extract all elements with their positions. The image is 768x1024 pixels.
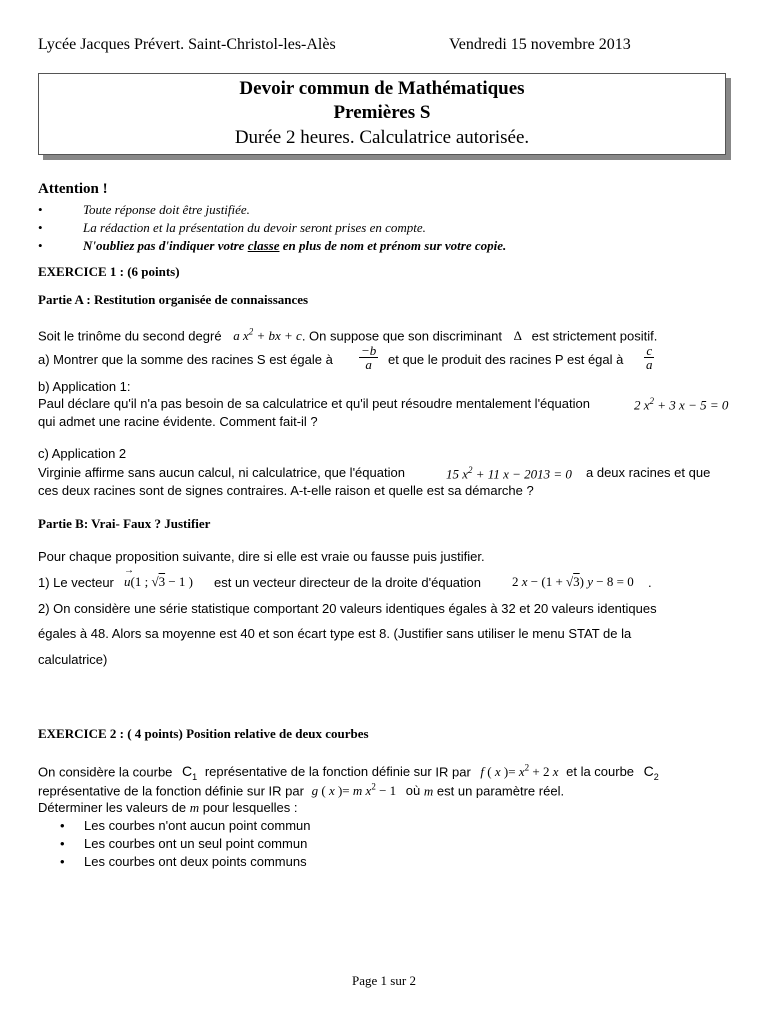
ex2-l2-pre: représentative de la fonction définie sur bbox=[38, 783, 265, 799]
ex1-p1-pre: Soit le trinôme du second degré bbox=[38, 328, 222, 344]
attention-item-3-pre: N'oubliez pas d'indiquer votre bbox=[83, 238, 248, 253]
ex2-heading: EXERCICE 2 : ( 4 points) Position relative de deux courbes bbox=[38, 726, 369, 741]
ex2-item-1: Les courbes n'ont aucun point commun bbox=[84, 818, 311, 833]
ex2-line2 bbox=[38, 782, 564, 799]
ex1-partA-heading: Partie A : Restitution organisée de connaissances bbox=[38, 292, 309, 307]
attention-bullet-3: • bbox=[38, 238, 43, 253]
frac1-den: a bbox=[365, 357, 372, 372]
ex1-q2-line2: égales à 48. Alors sa moyenne est 40 et son écart type est 8. (Justifier sans utiliser le menu STAT de la bbox=[38, 626, 632, 641]
curve-c2: $C_2$ bbox=[643, 763, 659, 783]
ex1-a-pre: a) Montrer que la somme des racines S est égale à bbox=[38, 352, 333, 367]
ex1-b-line2: qui admet une racine évidente. Comment fait-il ? bbox=[38, 414, 318, 429]
ex2-l1-par: par bbox=[451, 764, 471, 780]
ex2-bullet-2: • bbox=[60, 836, 65, 851]
ex1-p1 bbox=[38, 327, 657, 344]
function-g: g ( x )= m $x^2 - 1$ bbox=[311, 782, 397, 799]
ex2-l1-pre: On considère la courbe bbox=[38, 764, 173, 780]
ex2-item-3: Les courbes ont deux points communs bbox=[84, 854, 307, 869]
ex2-l2-ou: où bbox=[405, 783, 421, 799]
ex2-l3-m: m bbox=[189, 800, 200, 815]
curve-c1: $C_1$ bbox=[182, 763, 198, 783]
ex1-b-title: b) Application 1: bbox=[38, 379, 131, 394]
ex1-c-line2: ces deux racines sont de signes contraires. A-t-elle raison et quelle est sa démarche ? bbox=[38, 483, 534, 498]
ex1-p1-mid: . On suppose que son discriminant bbox=[301, 328, 502, 344]
ex1-q1-end: . bbox=[648, 575, 652, 590]
ex2-l2-m: m bbox=[423, 783, 434, 799]
attention-item-3-post: en plus de nom et prénom sur votre copie. bbox=[279, 238, 507, 253]
attention-bullet-2: • bbox=[38, 220, 43, 235]
ex2-bullet-3: • bbox=[60, 854, 65, 869]
header-school: Lycée Jacques Prévert. Saint-Christol-les-Alès bbox=[38, 36, 336, 53]
ex2-l1-mid: représentative de la fonction définie sur bbox=[204, 764, 432, 780]
frac1-num: −b bbox=[361, 343, 377, 358]
title-line3: Durée 2 heures. Calculatrice autorisée. bbox=[234, 127, 530, 148]
frac-minus-b-over-a bbox=[359, 343, 378, 371]
attention-item-2: La rédaction et la présentation du devoir seront prises en compte. bbox=[83, 220, 426, 235]
header-date: Vendredi 15 novembre 2013 bbox=[449, 36, 631, 53]
title-box bbox=[38, 73, 726, 155]
frac2-num: c bbox=[646, 343, 653, 358]
ex1-a-mid: et que le produit des racines P est égal à bbox=[388, 352, 624, 367]
equation-virginie: 15 $x^2 + 11$ x − 2013 = 0 bbox=[446, 465, 572, 482]
equation-droite: 2 x − (1 + √3) y − 8 = 0 bbox=[512, 574, 634, 589]
ex2-l1-R: IR bbox=[435, 764, 449, 780]
trinome-formula: a $x^2$ + bx + c bbox=[233, 327, 302, 344]
ex2-l3-pre: Déterminer les valeurs de bbox=[38, 800, 187, 815]
ex2-item-2: Les courbes ont un seul point commun bbox=[84, 836, 308, 851]
title-line2: Premières S bbox=[333, 102, 431, 123]
ex1-p1-post: est strictement positif. bbox=[531, 328, 658, 344]
attention-item-3-classe: classe bbox=[247, 238, 280, 253]
ex1-partB-intro: Pour chaque proposition suivante, dire si elle est vraie ou fausse puis justifier. bbox=[38, 549, 485, 564]
ex2-l2-post: est un paramètre réel. bbox=[436, 783, 565, 799]
ex2-l3-post: pour lesquelles : bbox=[202, 800, 298, 815]
ex1-c-line1-pre: Virginie affirme sans aucun calcul, ni calculatrice, que l'équation bbox=[38, 465, 405, 480]
ex2-l1-post: et la courbe bbox=[566, 764, 635, 780]
ex1-q2-line3: calculatrice) bbox=[38, 652, 108, 667]
ex2-line3 bbox=[38, 800, 297, 816]
ex1-q1-pre: 1) Le vecteur bbox=[38, 575, 114, 590]
attention-item-1: Toute réponse doit être justifiée. bbox=[83, 202, 250, 217]
attention-item-3 bbox=[83, 238, 506, 254]
ex1-q1-mid: est un vecteur directeur de la droite d'équation bbox=[214, 575, 481, 590]
ex1-c-title: c) Application 2 bbox=[38, 446, 127, 461]
ex2-l2-R: IR bbox=[268, 783, 282, 799]
ex2-l2-par: par bbox=[285, 783, 304, 799]
frac-c-over-a bbox=[644, 343, 655, 371]
ex1-partB-heading: Partie B: Vrai- Faux ? Justifier bbox=[38, 516, 211, 531]
function-f: f ( x )= $x^2 + 2$ x bbox=[480, 763, 559, 780]
attention-bullet-1: • bbox=[38, 202, 43, 217]
ex1-c-line1-post: a deux racines et que bbox=[586, 465, 711, 480]
ex2-line1 bbox=[38, 763, 659, 782]
ex2-bullet-1: • bbox=[60, 818, 65, 833]
page-number: Page 1 sur 2 bbox=[352, 973, 416, 988]
attention-heading: Attention ! bbox=[38, 181, 108, 197]
ex1-heading: EXERCICE 1 : (6 points) bbox=[38, 264, 180, 279]
frac2-den: a bbox=[646, 357, 653, 372]
delta-symbol: Δ bbox=[513, 328, 522, 344]
vector-u: u → (1 ; √3 − 1 ) bbox=[124, 565, 193, 589]
title-line1: Devoir commun de Mathématiques bbox=[239, 78, 525, 99]
ex1-q2-line1: 2) On considère une série statistique comportant 20 valeurs identiques égales à 32 et 20 valeurs identiques bbox=[38, 601, 657, 616]
ex1-b-line1: Paul déclare qu'il n'a pas besoin de sa calculatrice et qu'il peut résoudre mentalement l'équation bbox=[38, 396, 590, 411]
equation-paul: 2 $x^2 + 3$ x − 5 = 0 bbox=[634, 396, 729, 413]
